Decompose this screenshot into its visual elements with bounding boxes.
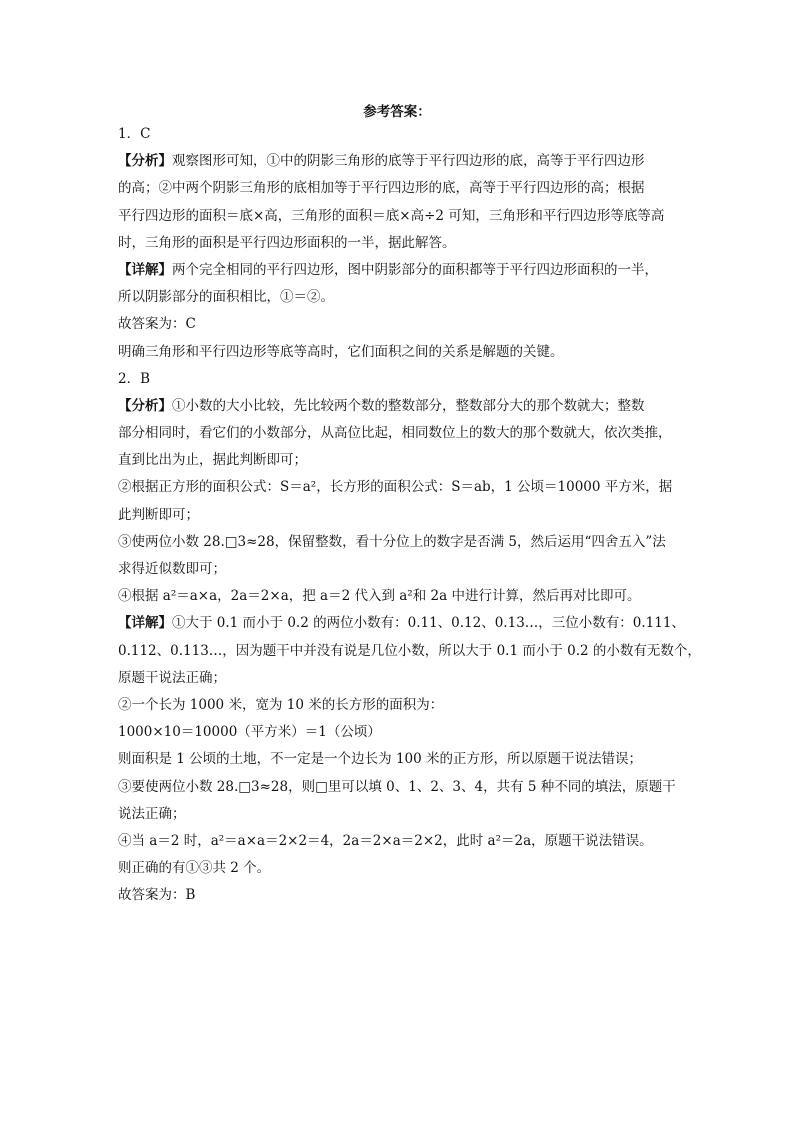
text-line: [118, 665, 678, 692]
line-text: 原题干说法正确；: [118, 669, 226, 686]
line-text: 1．C: [118, 126, 151, 142]
line-text: 两个完全相同的平行四边形，图中阴影部分的面积都等于平行四边形面积的一半，: [172, 261, 658, 278]
text-line: [118, 257, 678, 284]
line-text: 2．B: [118, 370, 151, 387]
text-line: [118, 366, 678, 393]
line-text: 时，三角形的面积是平行四边形面积的一半，据此解答。: [118, 234, 456, 251]
line-text: ④根据 a²＝a×a，2a＝2×a，把 a＝2 代入到 a²和 2a 中进行计算，然后再对比即可。: [118, 588, 641, 605]
text-line: [118, 447, 678, 474]
text-line: [118, 801, 678, 828]
text-line: [118, 529, 678, 556]
text-line: [118, 556, 678, 583]
section-tag: 【分析】: [118, 153, 172, 170]
line-text: ③使两位小数 28.□3≈28，保留整数，看十分位上的数字是否满 5，然后运用“四舍五入”法: [118, 533, 666, 550]
text-line: [118, 339, 678, 366]
line-text: 所以阴影部分的面积相比，①＝②。: [118, 289, 334, 306]
line-text: 此判断即可；: [118, 506, 199, 523]
page-title: 参考答案：: [363, 104, 431, 120]
line-text: ①小数的大小比较，先比较两个数的整数部分，整数部分大的那个数就大；整数: [172, 397, 645, 414]
line-text: ①大于 0.1 而小于 0.2 的两位小数有：0.11、0.12、0.13…，三位小数有：0.111、: [172, 615, 685, 632]
line-text: ④当 a＝2 时，a²＝a×a＝2×2＝4，2a＝2×a＝2×2，此时 a²＝2a，原题干说法错误。: [118, 832, 653, 849]
text-line: [118, 175, 678, 202]
section-tag: 【详解】: [118, 261, 172, 278]
line-text: 部分相同时，看它们的小数部分，从高位比起，相同数位上的数大的那个数就大，依次类推，: [118, 425, 672, 442]
section-tag: 【详解】: [118, 615, 172, 632]
text-line: [118, 583, 678, 610]
text-line: [118, 882, 678, 909]
text-line: [118, 855, 678, 882]
line-text: 观察图形可知，①中的阴影三角形的底等于平行四边形的底，高等于平行四边形: [172, 153, 645, 170]
text-line: [118, 719, 678, 746]
text-line: [118, 203, 678, 230]
answer-body: [118, 121, 701, 909]
line-text: 则面积是 1 公顷的土地，不一定是一个边长为 100 米的正方形，所以原题干说法错误；: [118, 751, 643, 768]
text-line: [118, 692, 678, 719]
line-text: 明确三角形和平行四边形等底等高时，它们面积之间的关系是解题的关键。: [118, 343, 564, 360]
text-line: [118, 393, 678, 420]
text-line: [118, 638, 701, 665]
line-text: 求得近似数即可；: [118, 561, 226, 577]
text-line: [118, 774, 678, 801]
text-line: [118, 230, 678, 257]
text-line: [118, 284, 678, 311]
line-text: 1000×10＝10000（平方米）＝1（公顷）: [118, 724, 381, 741]
text-line: [118, 420, 678, 447]
line-text: 则正确的有①③共 2 个。: [118, 860, 271, 877]
text-line: [118, 311, 678, 338]
text-line: [118, 121, 678, 148]
text-line: [118, 828, 678, 855]
line-text: 的高；②中两个阴影三角形的底相加等于平行四边形的底，高等于平行四边形的高；根据: [118, 180, 645, 197]
line-text: ②一个长为 1000 米，宽为 10 米的长方形的面积为：: [118, 696, 444, 713]
line-text: ③要使两位小数 28.□3≈28，则□里可以填 0、1、2、3、4，共有 5 种不同的填法，原题干: [118, 778, 676, 795]
line-text: 直到比出为止，据此判断即可；: [118, 452, 307, 469]
line-text: 0.112、0.113…，因为题干中并没有说是几位小数，所以大于 0.1 而小于 0.2 的小数有无数个，: [118, 642, 701, 659]
section-tag: 【分析】: [118, 397, 172, 414]
line-text: ②根据正方形的面积公式：S＝a²，长方形的面积公式：S＝ab，1 公顷＝10000 平方米，据: [118, 479, 673, 496]
line-text: 故答案为：C: [118, 316, 196, 333]
line-text: 说法正确；: [118, 805, 186, 822]
text-line: [118, 502, 678, 529]
text-line: [118, 746, 678, 773]
text-line: [118, 474, 678, 501]
text-line: [118, 148, 678, 175]
line-text: 平行四边形的面积＝底×高，三角形的面积＝底×高÷2 可知，三角形和平行四边形等底等高: [118, 207, 665, 224]
line-text: 故答案为：B: [118, 887, 196, 904]
text-line: [118, 610, 685, 637]
